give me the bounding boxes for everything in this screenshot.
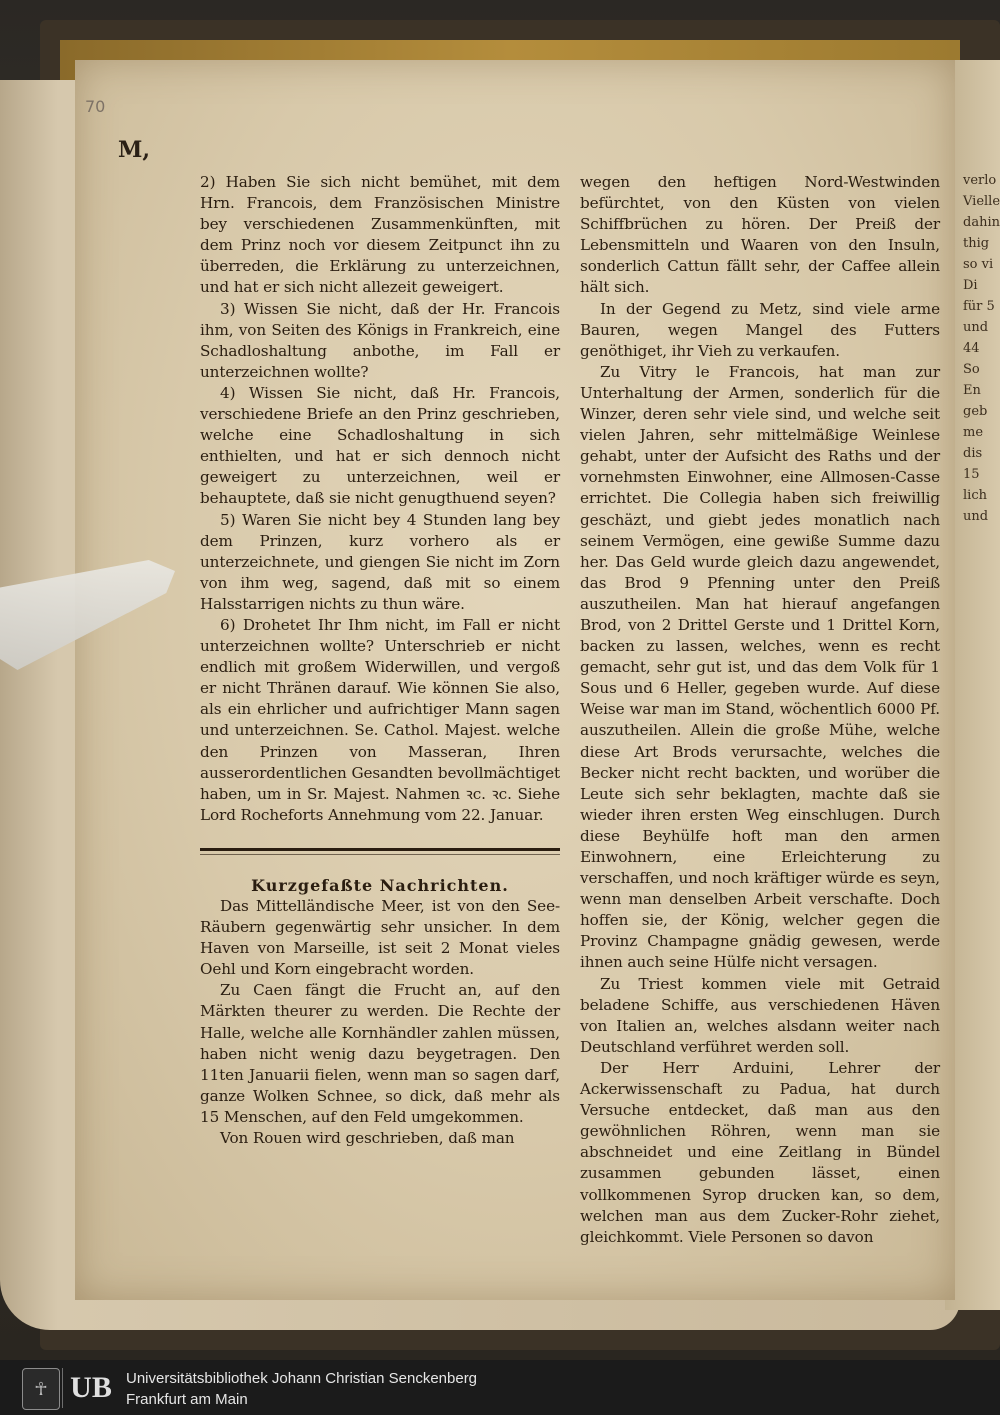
section-heading: Kurzgefaßte Nachrichten.: [251, 875, 509, 895]
next-page-text: verlo Vielle dahin thig so vi Di für 5 und 44 So En geb me dis 15 lich und: [963, 173, 1000, 524]
library-city: Frankfurt am Main: [126, 1391, 248, 1408]
ub-logo: UB: [62, 1368, 119, 1408]
library-footer: [0, 1360, 1000, 1415]
pencil-annotation: 70: [85, 97, 106, 116]
paragraph-5: 5) Waren Sie nicht bey 4 Stunden lang bey dem Prinzen, kurz vorhero als er unterzeichnete, und giengen Sie nicht im Zorn von ihm weg, sagend, daß mit so einem Halsstarrigen nichts zu thun wäre.: [200, 510, 560, 613]
right-paragraph-5: Der Herr Arduini, Lehrer der Ackerwissenschaft zu Padua, hat durch Versuche entdecket, daß man aus den gewöhnlichen Röhren, wenn man sie abschneidet und eine Zeitlang in Bündel zusammen gebunden lässet, einen vollkommenen Syrop drucken kan, so dem, welchen man aus dem Zucker-Rohr ziehet, gleichkommt. Viele Personen so davon: [580, 1058, 940, 1246]
section-divider: [200, 848, 560, 851]
right-paragraph-4: Zu Triest kommen viele mit Getraid beladene Schiffe, aus verschiedenen Häven von Italien an, welches alsdann weiter nach Deutschland verführet werden soll.: [580, 974, 940, 1056]
left-column: [200, 172, 560, 1149]
right-column: [580, 172, 940, 1248]
news-paragraph-1: Das Mittelländische Meer, ist von den See-Räubern gegenwärtig sehr unsicher. In dem Haven von Marseille, ist seit 2 Monat vieles Oehl und Korn eingebracht worden.: [200, 897, 560, 979]
right-paragraph-3: Zu Vitry le Francois, hat man zur Unterhaltung der Armen, sonderlich für die Winzer, deren sehr viele sind, und welche seit vielen Jahren, sehr mittelmäßige Weinlese gehabt, unter der Aufsicht des Raths und der vornehmsten Einwohner, eine Allmosen-Casse errichtet. Die Collegia haben sich freiwillig geschäzt, und giebt jedes monatlich nach seinem Vermögen, eine gewiße Summe dazu her. Das Geld wurde gleich dazu angewendet, das Brod 9 Pfenning unter den Preiß auszutheilen. Man hat hierauf angefangen Brod, von 2 Drittel Gerste und 1 Drittel Korn, backen zu lassen, welches, wenn es recht gemacht, sehr gut ist, und das dem Volk für 1 Sous und 6 Heller, gegeben wurde. Auf diese Weise war man im Stand, wöchentlich 6000 Pf. auszutheilen. Allein die große Mühe, welche diese Art Brods verursachte, welches die Becker nicht recht backten, und worüber die Leute sich sehr beklagten, machte daß sie wieder ihren ersten Weg einschlugen. Durch diese Beyhülfe hoft man den armen Einwohnern, eine Erleichterung zu verschaffen, und noch kräftiger würde es seyn, wenn man denselben Arbeit verschafte. Doch hoffen sie, der König, welcher gegen die Provinz Champagne gnädig gewesen, werde ihnen auch seine Hülfe nicht versagen.: [580, 362, 940, 972]
news-paragraph-3: Von Rouen wird geschrieben, daß man: [220, 1129, 515, 1148]
page-number: M,: [118, 137, 151, 163]
paragraph-2: 2) Haben Sie sich nicht bemühet, mit dem Hrn. Francois, dem Französischen Ministre bey verschiedenen Zusammenkünften, mit dem Prinz noch vor diesem Zeitpunct ihn zu überreden, die Erklärung zu unterzeichnen, und hat er sich nicht allezeit geweigert.: [200, 173, 560, 297]
library-seal-icon: ☥: [22, 1368, 60, 1410]
right-paragraph-2: In der Gegend zu Metz, sind viele arme Bauren, wegen Mangel des Futters genöthiget, ihr Vieh zu verkaufen.: [580, 299, 940, 360]
library-name: Universitätsbibliothek Johann Christian Senckenberg: [126, 1370, 478, 1387]
right-paragraph-1: wegen den heftigen Nord-Westwinden befürchtet, von den Küsten von vielen Schiffbrüchen zu hören. Der Preiß der Lebensmitteln und Waaren von den Insuln, sonderlich Cattun fällt sehr, der Caffee allein hält sich.: [580, 173, 940, 297]
news-paragraph-2: Zu Caen fängt die Frucht an, auf den Märkten theurer zu werden. Die Rechte der Halle, welche alle Kornhändler zahlen müssen, haben nicht wenig dazu beygetragen. Den 11ten Januarii fielen, wenn man so sagen darf, ganze Wolken Schnee, so dick, daß mehr als 15 Menschen, auf den Feld umgekommen.: [200, 981, 560, 1126]
paragraph-6: 6) Drohetet Ihr Ihm nicht, im Fall er nicht unterzeichnen wollte? Unterschrieb er nicht endlich mit großem Widerwillen, und vergoß er nicht Thränen darauf. Wie können Sie also, als ein ehrlicher und aufrichtiger Mann sagen und unterzeichnen. Se. Cathol. Majest. welche den Prinzen von Masseran, Ihren ausserordentlichen Gesandten bevollmächtiget haben, um in Sr. Majest. Nahmen ꝛc. ꝛc. Siehe Lord Rocheforts Annehmung vom 22. Januar.: [200, 615, 560, 824]
paragraph-4: 4) Wissen Sie nicht, daß Hr. Francois, verschiedene Briefe an den Prinz geschrieben, welche eine Schadloshaltung in sich enthielten, und hat er sich dennoch nicht geweigert zu unterzeichnen, weil er behauptete, daß sie nicht genugthuend seyen?: [200, 383, 560, 508]
paragraph-3: 3) Wissen Sie nicht, daß der Hr. Francois ihm, von Seiten des Königs in Frankreich, eine Schadloshaltung anbothe, im Fall er unterzeichnen wollte?: [200, 299, 560, 381]
